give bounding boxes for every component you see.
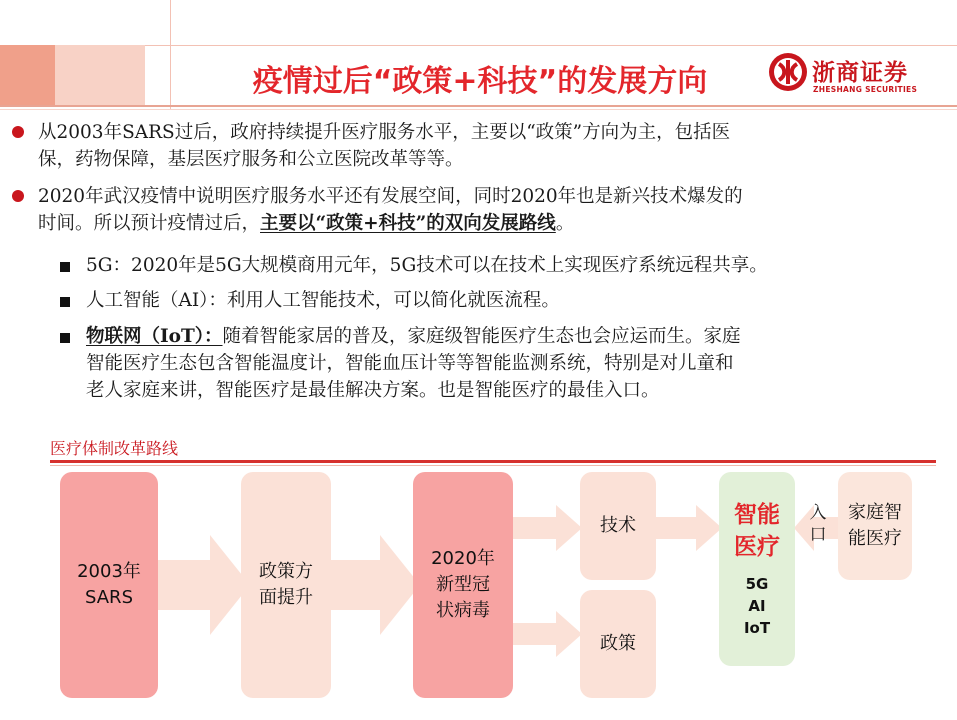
- bullet-2-suffix: 。: [555, 213, 575, 234]
- arrow-covid-to-tech: [512, 505, 582, 551]
- slide-title: 疫情过后“政策+科技”的发展方向: [252, 64, 708, 99]
- bullet-2-line2: [38, 210, 938, 237]
- logo-text-en: ZHESHANG SECURITIES: [813, 85, 918, 94]
- diagram-section-title: 医疗体制改革路线: [50, 439, 179, 458]
- diagram-section-line: [50, 460, 936, 463]
- smart-healthcare-tags: [744, 573, 770, 639]
- sub-bullet-iot-line1: [86, 323, 946, 350]
- box-home-smart-healthcare: [838, 472, 912, 580]
- box-covid-line1: 2020年: [431, 548, 495, 569]
- bullet-2-line1: 2020年武汉疫情中说明医疗服务水平还有发展空间，同时2020年也是新兴技术爆发的: [38, 186, 743, 207]
- bullet-1-line1: 从2003年SARS过后，政府持续提升医疗服务水平，主要以“政策”方向为主，包括医: [38, 122, 731, 143]
- entry-label: [808, 502, 828, 546]
- box-home-line1: 家庭智: [848, 502, 902, 523]
- smart-healthcare-title: [734, 499, 780, 563]
- box-policy-line2: 面提升: [259, 587, 313, 608]
- sub-bullet-ai: 人工智能（AI）：利用人工智能技术，可以简化就医流程。: [86, 290, 560, 311]
- tag-iot: IoT: [743, 619, 771, 637]
- sub-bullet-square-3: [60, 333, 70, 343]
- logo-text-cn: 浙商证券: [812, 60, 908, 86]
- box-covid-2020: [413, 472, 513, 698]
- tag-ai: AI: [748, 597, 766, 615]
- sub-bullet-iot-line2: 智能医疗生态包含智能温度计，智能血压计等等智能监测系统，特别是对儿童和: [86, 353, 734, 374]
- tag-5g: 5G: [745, 575, 769, 593]
- box-home-line2: 能医疗: [848, 528, 902, 549]
- arrow-tech-to-smart: [654, 505, 722, 551]
- sub-bullet-square-1: [60, 262, 70, 272]
- box-sars-line1: 2003年: [77, 561, 141, 582]
- sub-bullet-iot: [86, 323, 946, 404]
- logo-mark-icon: [768, 52, 808, 92]
- header-divider-thin: [0, 109, 957, 110]
- box-smart-healthcare: [719, 472, 795, 666]
- header-accent-block-light: [55, 45, 145, 105]
- bullet-2: [38, 183, 938, 237]
- bullet-2-prefix: 时间。所以预计疫情过后，: [38, 213, 261, 234]
- bullet-2-emphasis: 主要以“政策+科技”的双向发展路线: [260, 213, 556, 234]
- arrow-sars-to-policy: [155, 535, 250, 635]
- header-accent-block: [0, 45, 55, 105]
- bullet-dot-1: [12, 126, 24, 138]
- header-vertical-line: [170, 0, 171, 110]
- entry-label-line1: 入: [809, 503, 827, 523]
- box-technology: 技术: [580, 472, 656, 580]
- box-policy-improve: [241, 472, 331, 698]
- smart-title-line2: 医疗: [734, 534, 780, 560]
- box-covid-line2: 新型冠: [436, 574, 490, 595]
- box-policy-line1: 政策方: [259, 561, 313, 582]
- box-covid-line3: 状病毒: [436, 600, 490, 621]
- box-policy: 政策: [580, 590, 656, 698]
- smart-title-line1: 智能: [734, 502, 780, 528]
- arrow-policy-to-covid: [328, 535, 420, 635]
- header-divider: [0, 105, 957, 107]
- diagram-section-line-thin: [50, 465, 936, 466]
- arrow-covid-to-policy: [512, 611, 582, 657]
- bullet-dot-2: [12, 190, 24, 202]
- box-sars-2003: [60, 472, 158, 698]
- sub-bullet-iot-line3: 老人家庭来讲，智能医疗是最佳解决方案。也是智能医疗的最佳入口。: [86, 380, 660, 401]
- sub-bullet-square-2: [60, 297, 70, 307]
- bullet-1: [38, 119, 938, 173]
- bullet-1-line2: 保，药物保障，基层医疗服务和公立医院改革等等。: [38, 149, 464, 170]
- box-sars-line2: SARS: [84, 587, 133, 608]
- company-logo: [768, 52, 918, 98]
- sub-bullet-iot-rest: 随着智能家居的普及，家庭级智能医疗生态也会应运而生。家庭: [222, 326, 741, 347]
- entry-label-line2: 口: [809, 525, 827, 545]
- sub-bullet-iot-emphasis: 物联网（IoT）：: [86, 326, 223, 347]
- sub-bullet-5g: 5G：2020年是5G大规模商用元年，5G技术可以在技术上实现医疗系统远程共享。: [86, 255, 768, 276]
